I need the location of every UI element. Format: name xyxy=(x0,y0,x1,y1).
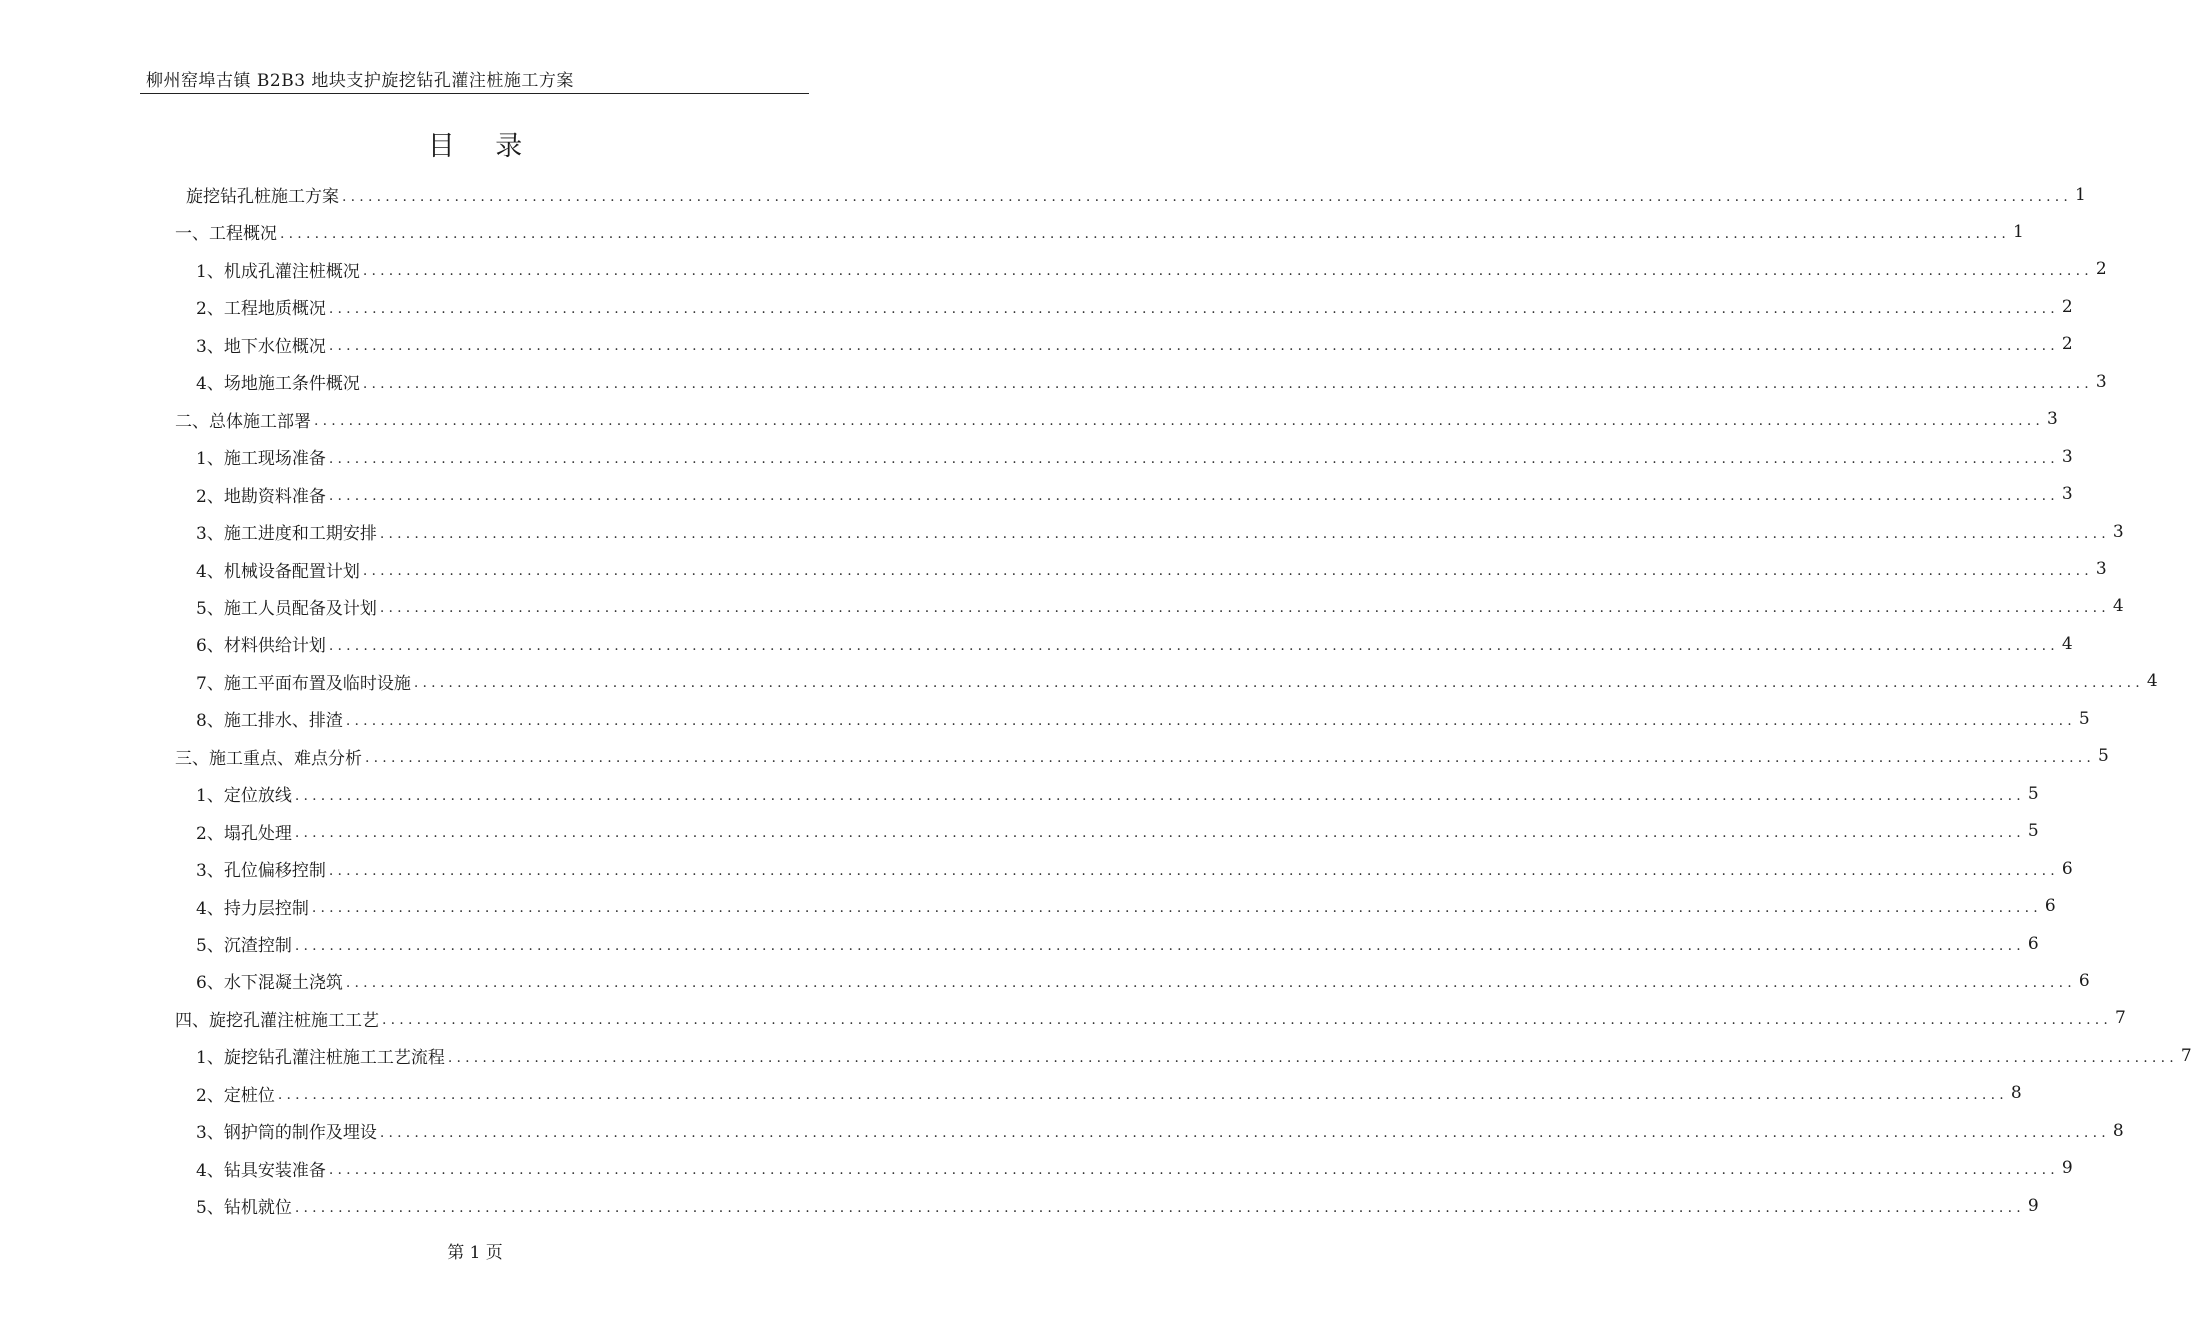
toc-entry-number: 4、 xyxy=(196,561,224,582)
toc-dot-leader: ........................................................................................................................................................................................................ xyxy=(365,750,2096,767)
toc-subsection-entry[interactable] xyxy=(196,1037,2192,1074)
page-footer: 第 1 页 xyxy=(447,1243,503,1263)
toc-entry-number: 6、 xyxy=(196,636,224,657)
toc-entry-page-number: 3 xyxy=(2061,484,2073,505)
toc-entry-page-number: 9 xyxy=(2027,1195,2039,1216)
toc-subsection-entry[interactable] xyxy=(196,513,2124,550)
toc-dot-leader: ........................................................................................................................................................................................................ xyxy=(362,375,2093,392)
toc-dot-leader: ........................................................................................................................................................................................................ xyxy=(277,1087,2008,1104)
toc-entry-number: 3、 xyxy=(196,861,224,882)
toc-entry-label: 机械设备配置计划 xyxy=(223,561,360,582)
toc-entry-label: 钻具安装准备 xyxy=(223,1160,326,1181)
toc-subsection-entry[interactable] xyxy=(196,775,2039,812)
toc-entry-page-number: 6 xyxy=(2027,933,2039,954)
toc-entry-page-number: 7 xyxy=(2180,1045,2192,1066)
toc-entry-label: 旋挖钻孔灌注桩施工工艺流程 xyxy=(223,1048,445,1069)
toc-entry-label: 总体施工部署 xyxy=(209,411,311,432)
toc-subsection-entry[interactable] xyxy=(196,363,2107,400)
toc-entry-number: 2、 xyxy=(196,1085,224,1106)
toc-subsection-entry[interactable] xyxy=(196,251,2107,288)
toc-entry-label: 塌孔处理 xyxy=(223,823,292,844)
toc-entry-page-number: 2 xyxy=(2061,296,2073,317)
toc-entry-page-number: 4 xyxy=(2112,596,2124,617)
toc-entry-label: 施工人员配备及计划 xyxy=(223,598,377,619)
toc-entry-page-number: 1 xyxy=(2013,221,2024,242)
toc-entry-number: 1、 xyxy=(196,261,224,282)
toc-entry-page-number: 3 xyxy=(2047,409,2058,430)
toc-entry-number: 2、 xyxy=(196,823,224,844)
toc-dot-leader: ........................................................................................................................................................................................................ xyxy=(294,825,2025,842)
toc-entry-number: 6、 xyxy=(196,973,224,994)
toc-entry-label: 施工排水、排渣 xyxy=(223,711,343,732)
toc-subsection-entry[interactable] xyxy=(196,813,2039,850)
toc-subsection-entry[interactable] xyxy=(196,288,2073,325)
toc-entry-page-number: 6 xyxy=(2078,970,2090,991)
toc-dot-leader: ........................................................................................................................................................................................................ xyxy=(345,974,2076,991)
toc-entry-label: 旋挖钻孔桩施工方案 xyxy=(186,187,339,207)
toc-subsection-entry[interactable] xyxy=(196,1112,2124,1149)
toc-subsection-entry[interactable] xyxy=(196,1150,2073,1187)
toc-dot-leader: ........................................................................................................................................................................................................ xyxy=(342,188,2073,205)
toc-subsection-entry[interactable] xyxy=(196,700,2090,737)
toc-entry-page-number: 5 xyxy=(2027,821,2039,842)
toc-entry-label: 施工进度和工期安排 xyxy=(223,524,377,545)
toc-entry-number: 4、 xyxy=(196,898,224,919)
toc-entry-number: 一、 xyxy=(175,224,209,245)
toc-entry-number: 1、 xyxy=(196,786,224,807)
toc-entry-number: 4、 xyxy=(196,1160,224,1181)
toc-entry-label: 地勘资料准备 xyxy=(223,486,326,507)
toc-entry-label: 持力层控制 xyxy=(223,898,309,919)
toc-entry-number: 四、 xyxy=(175,1010,209,1031)
toc-section-entry[interactable] xyxy=(175,401,2058,438)
toc-entry-label: 材料供给计划 xyxy=(223,636,326,657)
toc-entry-label: 钢护筒的制作及埋设 xyxy=(223,1123,377,1144)
toc-entry-page-number: 6 xyxy=(2061,858,2073,879)
toc-entry-number: 8、 xyxy=(196,711,224,732)
toc-entry-label: 沉渣控制 xyxy=(223,936,292,956)
toc-subsection-entry[interactable] xyxy=(196,326,2073,363)
toc-entry-label: 钻机就位 xyxy=(223,1198,292,1219)
toc-subsection-entry[interactable] xyxy=(196,438,2073,475)
toc-entry-page-number: 1 xyxy=(2075,184,2086,205)
toc-entry-label: 施工平面布置及临时设施 xyxy=(223,673,411,694)
document-header: 柳州窑埠古镇 B2B3 地块支护旋挖钻孔灌注桩施工方案 xyxy=(146,71,574,91)
toc-entry-page-number: 5 xyxy=(2027,783,2039,804)
toc-dot-leader: ........................................................................................................................................................................................................ xyxy=(379,525,2110,542)
toc-entry-label: 施工现场准备 xyxy=(223,449,326,470)
toc-entry-number: 1、 xyxy=(196,449,224,470)
toc-entry-label: 工程概况 xyxy=(209,224,277,245)
toc-dot-leader: ........................................................................................................................................................................................................ xyxy=(362,563,2093,579)
toc-entry-label: 施工重点、难点分析 xyxy=(209,748,362,769)
toc-entry-label: 机成孔灌注桩概况 xyxy=(223,261,360,282)
toc-dot-leader: ........................................................................................................................................................................................................ xyxy=(328,1162,2059,1179)
toc-subsection-entry[interactable] xyxy=(196,663,2158,700)
toc-dot-leader: ........................................................................................................................................................................................................ xyxy=(328,637,2059,654)
toc-entry-page-number: 2 xyxy=(2095,259,2107,280)
toc-subsection-entry[interactable] xyxy=(196,551,2107,588)
toc-entry-page-number: 5 xyxy=(2078,708,2090,729)
toc-subsection-entry[interactable] xyxy=(196,625,2073,662)
toc-dot-leader: ........................................................................................................................................................................................................ xyxy=(447,1049,2178,1066)
toc-entry-page-number: 6 xyxy=(2044,896,2056,917)
toc-entry-number: 3、 xyxy=(196,336,224,357)
toc-dot-leader: ........................................................................................................................................................................................................ xyxy=(294,787,2025,804)
toc-dot-leader: ........................................................................................................................................................................................................ xyxy=(379,1124,2110,1141)
toc-entry-page-number: 3 xyxy=(2095,371,2107,392)
header-divider xyxy=(140,93,809,94)
toc-entry-number: 2、 xyxy=(196,486,224,507)
toc-dot-leader: ........................................................................................................................................................................................................ xyxy=(345,712,2076,729)
toc-entry-label: 场地施工条件概况 xyxy=(223,374,360,395)
toc-entry-label: 孔位偏移控制 xyxy=(223,861,326,882)
toc-dot-leader: ........................................................................................................................................................................................................ xyxy=(294,937,2025,954)
toc-entry-number: 4、 xyxy=(196,374,224,395)
toc-title-entry[interactable] xyxy=(186,176,2086,213)
toc-entry-page-number: 4 xyxy=(2061,633,2073,654)
toc-subsection-entry[interactable] xyxy=(196,925,2039,962)
toc-entry-page-number: 8 xyxy=(2112,1120,2124,1141)
toc-entry-page-number: 4 xyxy=(2146,671,2158,692)
toc-entry-label: 工程地质概况 xyxy=(223,299,326,320)
toc-section-entry[interactable] xyxy=(175,738,2109,775)
toc-section-entry[interactable] xyxy=(175,213,2024,250)
toc-dot-leader: ........................................................................................................................................................................................................ xyxy=(379,600,2110,617)
toc-entry-label: 水下混凝土浇筑 xyxy=(223,973,343,994)
toc-dot-leader: ........................................................................................................................................................................................................ xyxy=(294,1199,2025,1216)
toc-subsection-entry[interactable] xyxy=(196,888,2056,925)
toc-subsection-entry[interactable] xyxy=(196,850,2073,887)
toc-entry-number: 5、 xyxy=(196,1198,224,1219)
toc-dot-leader: ........................................................................................................................................................................................................ xyxy=(382,1012,2113,1029)
toc-entry-number: 3、 xyxy=(196,524,224,545)
toc-dot-leader: ........................................................................................................................................................................................................ xyxy=(328,300,2059,317)
toc-section-entry[interactable] xyxy=(175,1000,2126,1037)
toc-entry-page-number: 8 xyxy=(2010,1083,2022,1104)
toc-subsection-entry[interactable] xyxy=(196,1075,2022,1112)
toc-dot-leader: ........................................................................................................................................................................................................ xyxy=(413,675,2144,692)
toc-subsection-entry[interactable] xyxy=(196,588,2124,625)
toc-dot-leader: ........................................................................................................................................................................................................ xyxy=(328,488,2059,505)
toc-dot-leader: ........................................................................................................................................................................................................ xyxy=(328,862,2059,879)
toc-entry-page-number: 5 xyxy=(2098,746,2109,767)
toc-entry-label: 定桩位 xyxy=(223,1085,275,1106)
toc-entry-label: 定位放线 xyxy=(223,786,292,807)
toc-entry-page-number: 2 xyxy=(2061,334,2073,355)
toc-entry-page-number: 7 xyxy=(2115,1008,2126,1029)
toc-entry-number: 三、 xyxy=(175,748,209,769)
toc-entry-number: 5、 xyxy=(196,936,224,956)
toc-entry-label: 地下水位概况 xyxy=(223,336,326,357)
toc-dot-leader: ........................................................................................................................................................................................................ xyxy=(328,450,2059,467)
toc-entry-page-number: 3 xyxy=(2061,446,2073,467)
toc-subsection-entry[interactable] xyxy=(196,476,2073,513)
toc-entry-number: 5、 xyxy=(196,598,224,619)
toc-entry-page-number: 3 xyxy=(2095,559,2107,579)
toc-entry-number: 1、 xyxy=(196,1048,224,1069)
toc-entry-number: 二、 xyxy=(175,411,209,432)
toc-entry-page-number: 9 xyxy=(2061,1158,2073,1179)
toc-dot-leader: ........................................................................................................................................................................................................ xyxy=(280,225,2011,242)
page-title: 目 录 xyxy=(427,131,539,162)
toc-entry-page-number: 3 xyxy=(2112,521,2124,542)
toc-subsection-entry[interactable] xyxy=(196,1187,2039,1224)
toc-entry-label: 旋挖孔灌注桩施工工艺 xyxy=(209,1010,379,1031)
toc-dot-leader: ........................................................................................................................................................................................................ xyxy=(362,263,2093,280)
toc-entry-number: 2、 xyxy=(196,299,224,320)
toc-entry-number: 3、 xyxy=(196,1123,224,1144)
toc-dot-leader: ........................................................................................................................................................................................................ xyxy=(311,900,2042,917)
toc-dot-leader: ........................................................................................................................................................................................................ xyxy=(314,413,2045,430)
toc-entry-number: 7、 xyxy=(196,673,224,694)
toc-dot-leader: ........................................................................................................................................................................................................ xyxy=(328,338,2059,355)
toc-subsection-entry[interactable] xyxy=(196,962,2090,999)
